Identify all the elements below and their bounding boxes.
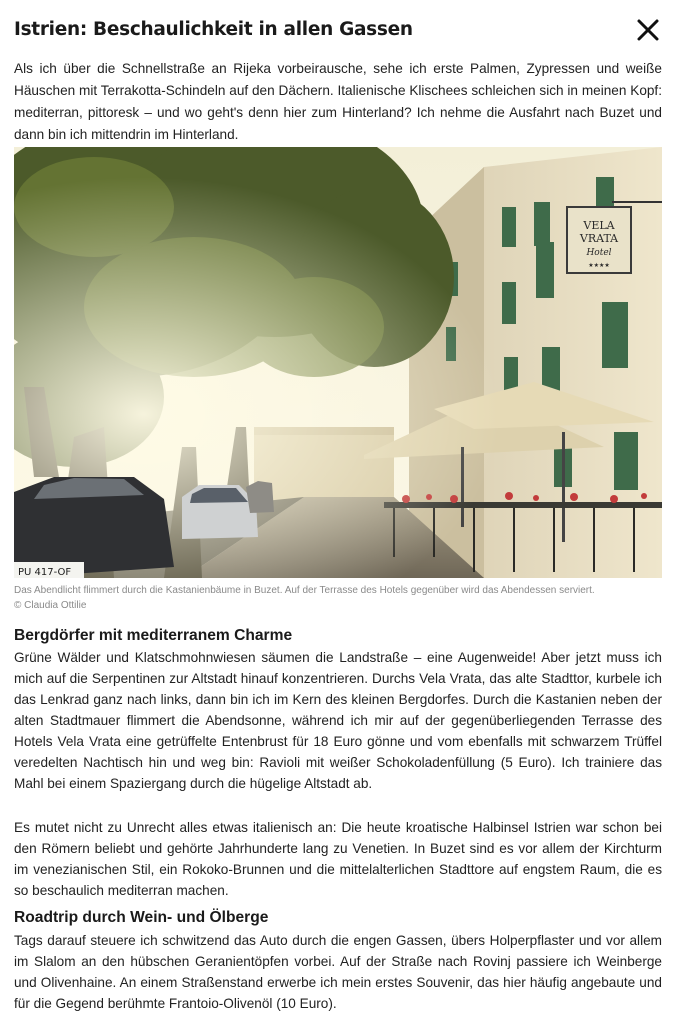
section-heading-bergdoerfer: Bergdörfer mit mediterranem Charme [14,627,293,644]
article-photo [14,147,662,578]
close-icon [634,16,662,44]
article-header [14,14,664,46]
photo-credit: © Claudia Ottilie [14,599,87,611]
section-paragraph-1: Grüne Wälder und Klatschmohnwiesen säumen die Landstraße – eine Augenweide! Aber jetzt muss ich mich auf die Serpentinen zur Altstadt hinauf konzentrieren. Durchs Vela Vrata, das alte Stadttor, kurbele ich das Lenkrad ganz nach links, dann bin ich im Kern des kleinen Bergdorfes. Durch die Kastanien neben der alten Stadtmauer flimmert die Abendsonne, während ich mir auf der gegenüberliegenden Terrasse des Hotels Vela Vrata eine getrüffelte Entenbrust für 18 Euro gönne und vom ebenfalls mit schwarzem Trüffel veredelten Nachtisch hin und weg bin: Ravioli mit weißer Schokoladenfüllung (5 Euro). Ich trainiere das Mahl bei einem Spaziergang durch die hügelige Altstadt ab. [14,650,662,791]
article-title: Istrien: Beschaulichkeit in allen Gassen [14,19,413,40]
close-button[interactable] [634,16,662,44]
section-paragraph-3: Tags darauf steuere ich schwitzend das Auto durch die engen Gassen, übers Holperpflaster und vor allem im Slalom an den hübschen Geranientöpfen vorbei. Auf der Straße nach Rovinj passiere ich Weinberge und Olivenhaine. An einem Straßenstand erwerbe ich mein erstes Souvenir, das hier häufig angebaute und für die Gegend berühmte Frantoio-Olivenöl (10 Euro). [14,933,662,1011]
photo-caption [14,584,662,613]
license-plate-text: PU 417-OF [18,567,72,578]
photo-caption-text: Das Abendlicht flimmert durch die Kastanienbäume in Buzet. Auf der Terrasse des Hotels gegenüber wird das Abendessen serviert. [14,585,595,596]
section-paragraph-2: Es mutet nicht zu Unrecht alles etwas italienisch an: Die heute kroatische Halbinsel Istrien war schon bei den Römern beliebt und gehörte Jahrhunderte lang zu Venetien. In Buzet sind es vor allem der Kirchturm im venezianischen Stil, ein Rokoko-Brunnen und die mittelalterlichen Stadttore auf engstem Raum, die es so beschaulich mediterran machen. [14,820,662,898]
section-heading-roadtrip: Roadtrip durch Wein- und Ölberge [14,909,269,926]
intro-paragraph: Als ich über die Schnellstraße an Rijeka vorbeirausche, sehe ich erste Palmen, Zypressen und weiße Häuschen mit Terrakotta-Schindeln auf den Dächern. Italienische Klischees schleichen sich in meinen Kopf: mediterran, pittoresk – und wo geht's denn hier zum Hinterland? Ich nehme die Ausfahrt nach Buzet und dann bin ich mittendrin im Hinterland. [14,61,662,142]
